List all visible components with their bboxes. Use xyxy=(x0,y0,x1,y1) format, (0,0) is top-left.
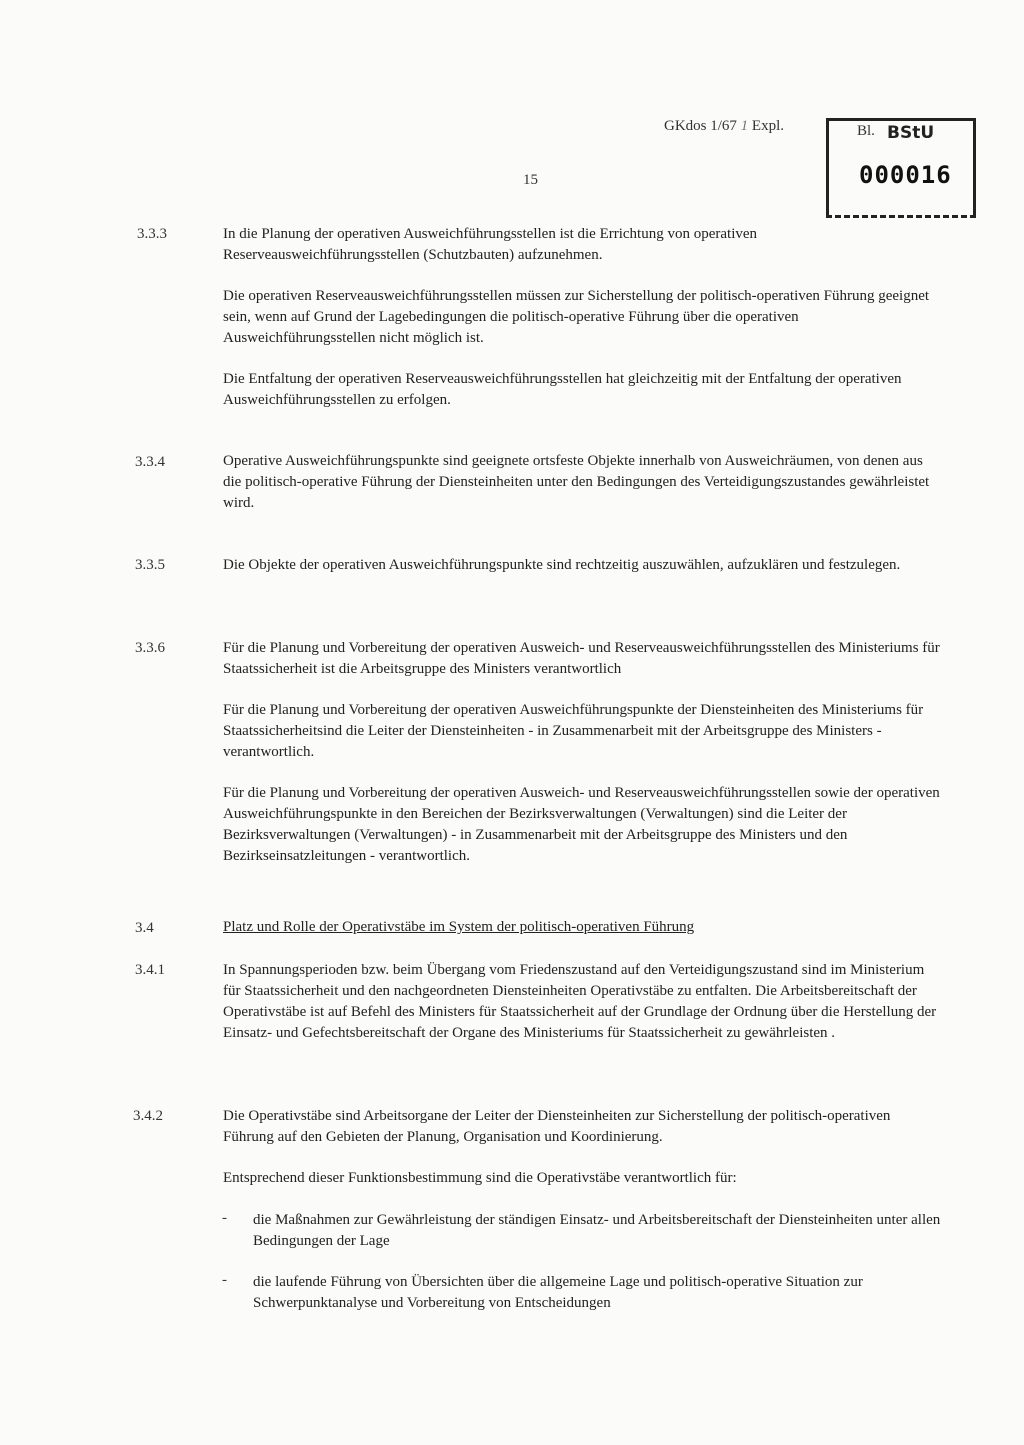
section-number: 3.3.6 xyxy=(135,640,165,656)
paragraph: Die operativen Reserveausweichführungsstellen müssen zur Sicherstellung der politisch-operativen Führung geeignet sein, wenn auf Grund der Lagebedingungen die politisch-operative Führung über die operativen Ausweichführungsstellen nicht möglich ist. xyxy=(223,288,930,346)
page-number: 15 xyxy=(523,172,538,188)
bullet-item: die laufende Führung von Übersichten über die allgemeine Lage und politisch-operative Situation zur Schwerpunktanalyse und Vorbereitung von Entscheidungen xyxy=(253,1274,863,1311)
section-number: 3.4.1 xyxy=(135,962,165,978)
expl-label: Expl. xyxy=(751,118,785,134)
paragraph: In die Planung der operativen Ausweichführungsstellen ist die Errichtung von operativen Reserveausweichführungsstellen (Schutzbauten) aufzunehmen. xyxy=(223,226,758,263)
section-heading: Platz und Rolle der Operativstäbe im System der politisch-operativen Führung xyxy=(223,919,695,935)
bullet-marker: - xyxy=(222,1272,227,1288)
paragraph: Operative Ausweichführungspunkte sind geeignete ortsfeste Objekte innerhalb von Ausweichräumen, von denen aus die politisch-operative Führung der Diensteinheiten unter den Bedingungen des Verteidigungszustandes gewährleistet wird. xyxy=(223,453,930,511)
stamp-dashed-border xyxy=(826,215,976,218)
section-number: 3.3.3 xyxy=(137,226,167,242)
stamp-bl-label: Bl. xyxy=(857,123,875,139)
doc-ref: GKdos 1/67 xyxy=(664,118,737,134)
paragraph: Die Entfaltung der operativen Reserveausweichführungsstellen hat gleichzeitig mit der Entfaltung der operativen Ausweichführungsstellen zu erfolgen. xyxy=(223,371,902,408)
handwritten-copy-number: 1 xyxy=(740,118,749,134)
paragraph: Entsprechend dieser Funktionsbestimmung sind die Operativstäbe verantwortlich für: xyxy=(223,1170,737,1186)
paragraph: Für die Planung und Vorbereitung der operativen Ausweich- und Reserveausweichführungsstellen des Ministeriums für Staatssicherheit ist die Arbeitsgruppe des Ministers verantwortlich xyxy=(223,640,940,677)
section-number: 3.4.2 xyxy=(133,1108,163,1124)
paragraph: Die Objekte der operativen Ausweichführungspunkte sind rechtzeitig auszuwählen, aufzuklären und festzulegen. xyxy=(223,557,901,573)
stamp-sheet-number: 000016 xyxy=(859,161,952,189)
paragraph: Für die Planung und Vorbereitung der operativen Ausweich- und Reserveausweichführungsstellen sowie der operativen Ausweichführungspunkte in den Bereichen der Bezirksverwaltungen (Verwaltungen) sind die Leiter der Bezirksverwaltungen (Verwaltungen) - in Zusammenarbeit mit der Arbeitsgruppe des Ministers und den Bezirkseinsatzleitungen - verantwortlich. xyxy=(223,785,940,864)
archive-stamp xyxy=(826,118,976,218)
paragraph: Die Operativstäbe sind Arbeitsorgane der Leiter der Diensteinheiten zur Sicherstellung der politisch-operativen Führung auf den Gebieten der Planung, Organisation und Koordinierung. xyxy=(223,1108,891,1145)
bullet-item: die Maßnahmen zur Gewährleistung der ständigen Einsatz- und Arbeitsbereitschaft der Diensteinheiten unter allen Bedingungen der Lage xyxy=(253,1212,941,1249)
section-number: 3.4 xyxy=(135,920,154,936)
bullet-marker: - xyxy=(222,1210,227,1226)
paragraph: In Spannungsperioden bzw. beim Übergang vom Friedenszustand auf den Verteidigungszustand sind im Ministerium für Staatssicherheit und den nachgeordneten Diensteinheiten Operativstäbe zu entfalten. Die Arbeitsbereitschaft der Operativstäbe ist auf Befehl des Ministers für Staatssicherheit auf der Grundlage der Ordnung über die Herstellung der Einsatz- und Gefechtsbereitschaft der Organe des Ministeriums für Staatssicherheit zu gewährleisten . xyxy=(223,962,937,1041)
document-reference xyxy=(664,118,784,135)
stamp-archive-name: BStU xyxy=(887,123,935,143)
paragraph: Für die Planung und Vorbereitung der operativen Ausweichführungspunkte der Diensteinheiten des Ministeriums für Staatssicherheitsind die Leiter der Diensteinheiten - in Zusammenarbeit mit der Arbeitsgruppe des Ministers - verantwortlich. xyxy=(223,702,924,760)
section-number: 3.3.5 xyxy=(135,557,165,573)
section-number: 3.3.4 xyxy=(135,454,165,470)
